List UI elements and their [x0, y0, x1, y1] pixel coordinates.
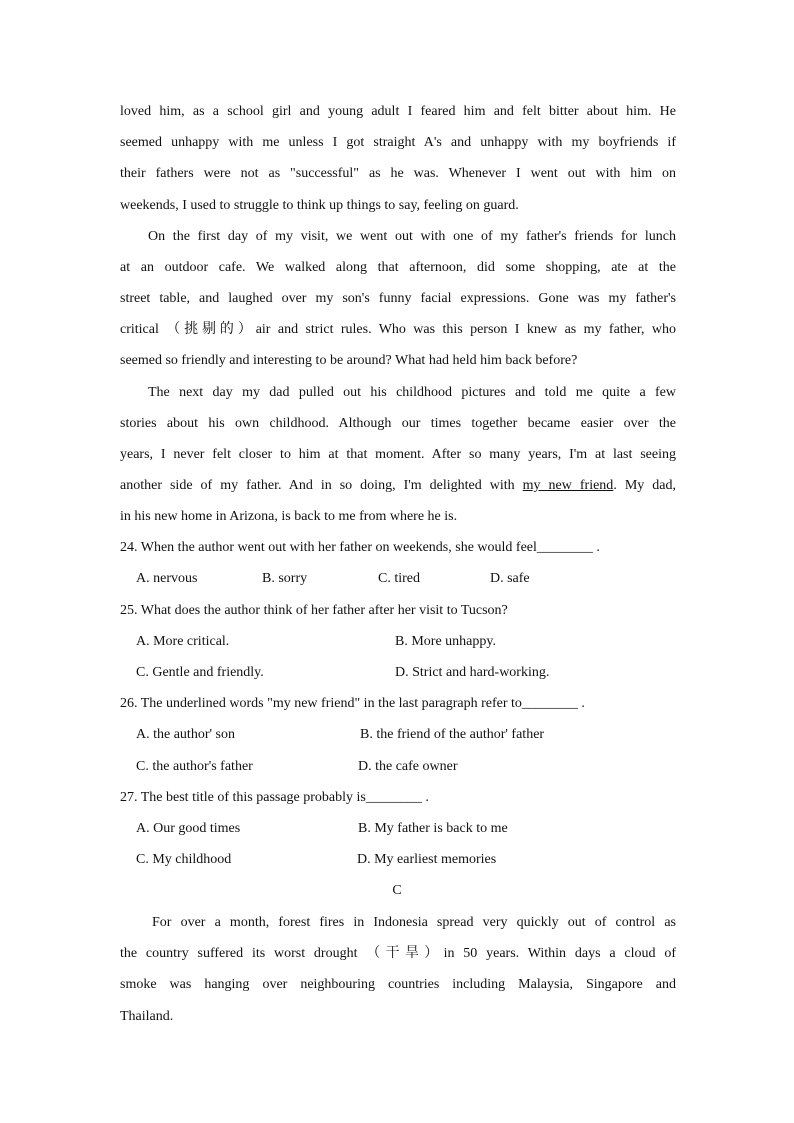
- line-text: another side of my father. And in so doing, I'm delighted with: [120, 478, 523, 493]
- option-d: D. Strict and hard-working.: [395, 665, 550, 680]
- option-b: B. sorry: [262, 571, 308, 586]
- option-d: D. the cafe owner: [358, 759, 458, 774]
- passage-line: critical （挑剔的）air and strict rules. Who was this person I knew as my father, who: [120, 322, 676, 337]
- option-d: D. safe: [490, 571, 530, 586]
- passage-line: loved him, as a school girl and young adult I feared him and felt bitter about him. He: [120, 104, 676, 119]
- passage-line: weekends, I used to struggle to think up things to say, feeling on guard.: [120, 198, 519, 213]
- passage-line: their fathers were not as "successful" as he was. Whenever I went out with him on: [120, 166, 676, 181]
- question-stem: 24. When the author went out with her father on weekends, she would feel________ .: [120, 540, 600, 555]
- passage-line: at an outdoor cafe. We walked along that afternoon, did some shopping, ate at the: [120, 260, 676, 275]
- passage-line: Thailand.: [120, 1009, 174, 1024]
- passage-line: seemed so friendly and interesting to be around? What had held him back before?: [120, 353, 578, 368]
- option-a: A. More critical.: [136, 634, 230, 649]
- passage-line: street table, and laughed over my son's funny facial expressions. Gone was my father's: [120, 291, 676, 306]
- underlined-phrase: my new friend: [522, 478, 614, 493]
- question-stem: 25. What does the author think of her father after her visit to Tucson?: [120, 603, 508, 618]
- question-stem: 26. The underlined words "my new friend" in the last paragraph refer to________ .: [120, 696, 585, 711]
- passage-line: years, I never felt closer to him at that moment. After so many years, I'm at last seeing: [120, 447, 676, 462]
- option-b: B. More unhappy.: [395, 634, 496, 649]
- option-c: C. tired: [378, 571, 420, 586]
- passage-line: the country suffered its worst drought （干旱）in 50 years. Within days a cloud of: [120, 946, 676, 961]
- option-a: A. Our good times: [136, 821, 241, 836]
- option-b: B. My father is back to me: [358, 821, 508, 836]
- option-d: D. My earliest memories: [357, 852, 497, 867]
- passage-line: seemed unhappy with me unless I got straight A's and unhappy with my boyfriends if: [120, 135, 676, 150]
- line-text: . My dad,: [613, 478, 676, 493]
- passage-line: stories about his own childhood. Although our times together became easier over the: [120, 416, 676, 431]
- option-b: B. the friend of the author' father: [360, 727, 545, 742]
- passage-line: in his new home in Arizona, is back to me from where he is.: [120, 509, 458, 524]
- option-a: A. nervous: [136, 571, 198, 586]
- option-c: C. Gentle and friendly.: [136, 665, 264, 680]
- question-stem: 27. The best title of this passage probably is________ .: [120, 790, 429, 805]
- passage-line: On the first day of my visit, we went out with one of my father's friends for lunch: [148, 229, 676, 244]
- option-c: C. My childhood: [136, 852, 232, 867]
- passage-line: smoke was hanging over neighbouring countries including Malaysia, Singapore and: [120, 977, 676, 992]
- option-a: A. the author' son: [136, 727, 235, 742]
- passage-line: The next day my dad pulled out his childhood pictures and told me quite a few: [148, 385, 676, 400]
- option-c: C. the author's father: [136, 759, 253, 774]
- section-heading: C: [392, 883, 402, 898]
- passage-line: For over a month, forest fires in Indonesia spread very quickly out of control as: [152, 915, 676, 930]
- passage-line-with-underline: [120, 477, 676, 495]
